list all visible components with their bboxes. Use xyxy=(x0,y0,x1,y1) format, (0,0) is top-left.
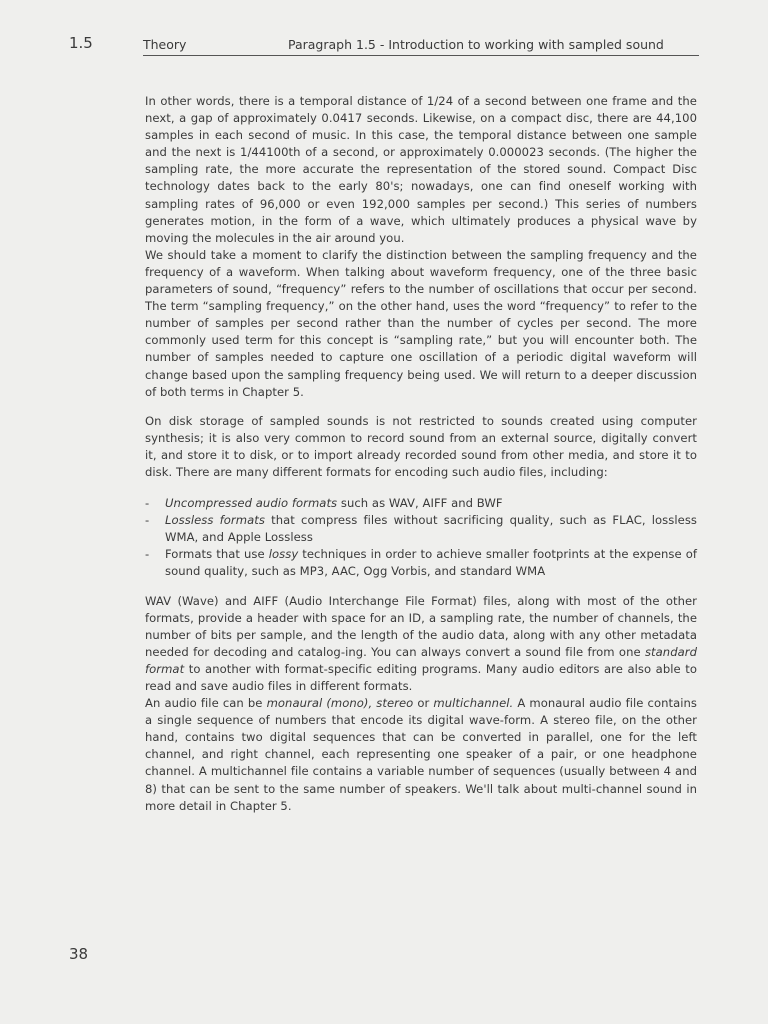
paragraph-2: We should take a moment to clarify the distinction between the sampling frequency and the frequency of a waveform. When talking about waveform frequency, one of the three basic parameters of sound, “frequency” refers to the number of oscillations that occur per second. The term “sampling frequency,” on the other hand, uses the word “frequency” to refer to the number of samples per second rather than the number of cycles per second. The more commonly used term for this concept is “sampling rate,” but you will encounter both. The number of samples needed to capture one oscillation of a periodic digital waveform will change based upon the sampling frequency being used. We will return to a deeper discussion of both terms in Chapter 5. xyxy=(145,247,697,399)
list-item-emphasis: Uncompressed audio formats xyxy=(165,496,338,511)
header-rule xyxy=(143,55,699,56)
paragraph-5 xyxy=(145,695,697,815)
paragraph-4-emphasis: standard format xyxy=(145,644,697,676)
list-item-emphasis: lossy xyxy=(268,547,299,562)
paragraph-4-text-b: to another with format-specific editing programs. Many audio editors are also able to read and save audio files in different formats. xyxy=(145,661,697,693)
paragraph-5-text-a: An audio file can be xyxy=(145,696,267,711)
paragraph-4-text-a: WAV (Wave) and AIFF (Audio Interchange File Format) files, along with most of the other formats, provide a header with space for an ID, a sampling rate, the number of channels, the number of bits per sample, and the length of the audio data, along with any other metadata needed for decoding and catalog-ing. You can always convert a sound file from one xyxy=(145,593,697,659)
list-item-prefix: Formats that use xyxy=(165,547,269,562)
list-item xyxy=(145,495,697,512)
list-item xyxy=(145,512,697,546)
list-item-text: that compress files without sacrificing quality, such as FLAC, lossless WMA, and Apple Lossless xyxy=(165,513,697,545)
paragraph-5-text-mid: or xyxy=(413,696,434,711)
paragraph-5-emphasis-2: multichannel. xyxy=(433,696,514,711)
format-list xyxy=(145,495,697,580)
paragraph-5-emphasis-1: monaural (mono), stereo xyxy=(266,696,414,711)
running-head-section: Theory xyxy=(143,37,187,52)
paragraph-5-text-b: A monaural audio file contains a single sequence of numbers that encode its digital wave-form. A stereo file, on the other hand, contains two digital sequences that can be converted in parallel, one for the left channel, and right channel, each representing one speaker of a pair, or one headphone channel. A multichannel file contains a variable number of sequences (usually between 4 and 8) that can be sent to the same number of speakers. We'll talk about multi-channel sound in more detail in Chapter 5. xyxy=(145,696,698,813)
running-head-title: Paragraph 1.5 - Introduction to working with sampled sound xyxy=(288,37,664,52)
chapter-number: 1.5 xyxy=(69,34,93,52)
paragraph-1: In other words, there is a temporal distance of 1/24 of a second between one frame and the next, a gap of approximately 0.0417 seconds. Likewise, on a compact disc, there are 44,100 samples in each second of music. In this case, the temporal distance between one sample and the next is 1/44100th of a second, or approximately 0.000023 seconds. (The higher the sampling rate, the more accurate the representation of the stored sound. Compact Disc technology dates back to the early 80's; nowadays, one can find oneself working with sampling rates of 96,000 or even 192,000 samples per second.) This series of numbers generates motion, in the form of a wave, which ultimately produces a physical wave by moving the molecules in the air around you. xyxy=(145,94,697,245)
list-item-text: techniques in order to achieve smaller footprints at the expense of sound quality, such as MP3, AAC, Ogg Vorbis, and standard WMA xyxy=(165,547,697,579)
body-text xyxy=(145,93,697,815)
list-item xyxy=(145,546,697,580)
paragraph-4 xyxy=(145,593,697,696)
list-item-text: such as WAV, AIFF and BWF xyxy=(337,496,503,511)
list-item-emphasis: Lossless formats xyxy=(165,513,265,528)
page-number: 38 xyxy=(69,945,89,963)
paragraph-3: On disk storage of sampled sounds is not restricted to sounds created using computer synthesis; it is also very common to record sound from an external source, digitally convert it, and store it to disk, or to import already recorded sound from other media, and store it to disk. There are many different formats for encoding such audio files, including: xyxy=(145,413,697,479)
